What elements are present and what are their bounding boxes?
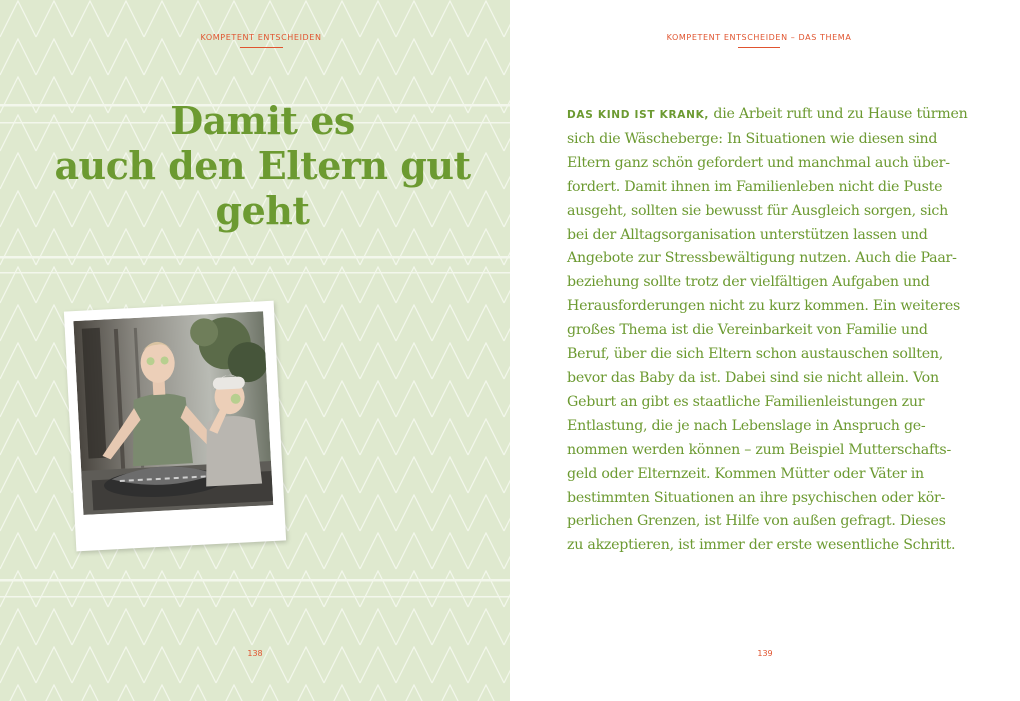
running-head-rule-left bbox=[240, 47, 283, 48]
lead-in-text: DAS KIND IST KRANK, bbox=[567, 109, 710, 121]
paragraph-line: nommen werden können – zum Beispiel Mutterschafts- bbox=[567, 441, 952, 458]
paragraph-line: großes Thema ist die Vereinbarkeit von Familie und bbox=[567, 322, 928, 339]
paragraph-line: Geburt an gibt es staatliche Familienleistungen zur bbox=[567, 393, 925, 410]
chapter-headline bbox=[40, 98, 485, 233]
paragraph-line: Beruf, über die sich Eltern schon austauschen sollten, bbox=[567, 346, 944, 363]
paragraph-line: perlichen Grenzen, ist Hilfe von außen gefragt. Dieses bbox=[567, 513, 946, 530]
mother-child-yoga-photo-icon bbox=[73, 311, 273, 515]
right-page bbox=[510, 0, 1020, 701]
paragraph-line: beziehung sollte trotz der vielfältigen Aufgaben und bbox=[567, 274, 930, 291]
paragraph-line: Eltern ganz schön gefordert und manchmal auch über- bbox=[567, 154, 950, 171]
paragraph-line: sich die Wäscheberge: In Situationen wie diesen sind bbox=[567, 130, 938, 147]
headline-line: Damit es bbox=[170, 98, 355, 143]
paragraph-line: geld oder Elternzeit. Kommen Mütter oder Väter in bbox=[567, 465, 924, 482]
paragraph-line: bestimmten Situationen an ihre psychischen oder kör- bbox=[567, 489, 946, 506]
paragraph-line: Angebote zur Stressbewältigung nutzen. Auch die Paar- bbox=[567, 250, 957, 267]
body-paragraph bbox=[567, 103, 967, 558]
paragraph-line: bevor das Baby da ist. Dabei sind sie nicht allein. Von bbox=[567, 369, 939, 386]
paragraph-line: ausgeht, sollten sie bewusst für Ausgleich sorgen, sich bbox=[567, 202, 948, 219]
paragraph-line bbox=[567, 103, 967, 128]
headline-line: geht bbox=[215, 188, 310, 233]
paragraph-line: fordert. Damit ihnen im Familienleben nicht die Puste bbox=[567, 178, 943, 195]
polaroid-photo-frame bbox=[64, 301, 286, 552]
paragraph-line: bei der Alltagsorganisation unterstützen lassen und bbox=[567, 226, 928, 243]
page-number-left: 138 bbox=[247, 649, 263, 658]
running-head-right: KOMPETENT ENTSCHEIDEN – DAS THEMA bbox=[666, 33, 852, 42]
paragraph-line-text: die Arbeit ruft und zu Hause türmen bbox=[709, 106, 968, 122]
headline-line: auch den Eltern gut bbox=[54, 143, 471, 188]
paragraph-line: Entlastung, die je nach Lebenslage in Anspruch ge- bbox=[567, 417, 926, 434]
paragraph-line: Herausforderungen nicht zu kurz kommen. Ein weiteres bbox=[567, 298, 961, 315]
page-number-right: 139 bbox=[757, 649, 773, 658]
paragraph-line: zu akzeptieren, ist immer der erste wesentliche Schritt. bbox=[567, 537, 956, 554]
running-head-left: KOMPETENT ENTSCHEIDEN bbox=[200, 33, 322, 42]
running-head-rule-right bbox=[738, 47, 780, 48]
